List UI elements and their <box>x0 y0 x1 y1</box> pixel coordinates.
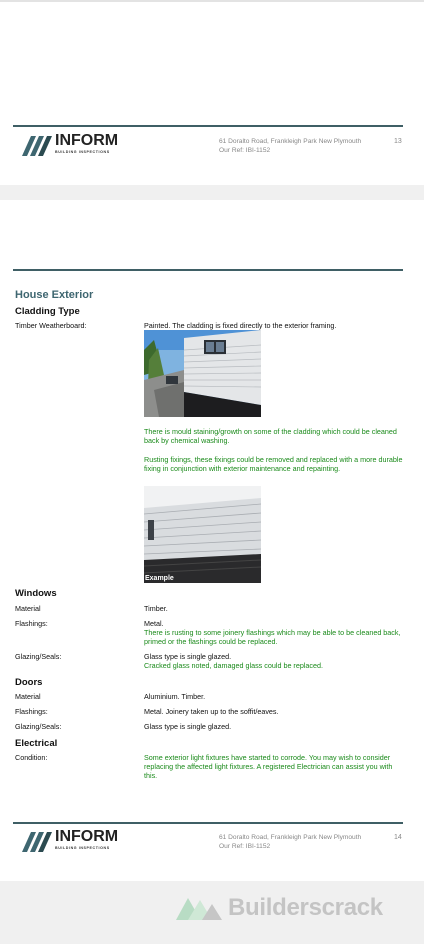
windows-glazing <box>144 652 406 670</box>
inform-logo <box>22 132 119 158</box>
inform-logo-icon <box>22 830 54 852</box>
builderscrack-logo-icon <box>176 896 222 920</box>
page-14 <box>0 200 424 881</box>
fixings-photo <box>144 486 261 583</box>
brand-name: INFORM <box>55 132 119 149</box>
footer-rule <box>13 125 403 127</box>
windows-glazing-value: Glass type is single glazed. <box>144 652 232 661</box>
doors-glazing-label: Glazing/Seals: <box>15 722 62 731</box>
windows-material-value: Timber. <box>144 604 168 613</box>
cladding-value: Painted. The cladding is fixed directly to the exterior framing. <box>144 321 337 330</box>
page-13 <box>0 0 424 185</box>
header-rule <box>13 269 403 271</box>
cladding-note-mould: There is mould staining/growth on some of the cladding which could be cleaned back by chemical washing. <box>144 427 397 445</box>
cladding-heading: Cladding Type <box>15 306 80 317</box>
inform-logo-icon <box>22 134 54 156</box>
electrical-condition-label: Condition: <box>15 753 48 762</box>
doors-glazing-value: Glass type is single glazed. <box>144 722 232 731</box>
doors-material-label: Material <box>15 692 41 701</box>
doors-material-value: Aluminium. Timber. <box>144 692 206 701</box>
page-number: 13 <box>394 138 402 145</box>
footer-rule <box>13 822 403 824</box>
photo-caption: Example <box>145 575 174 582</box>
builderscrack-watermark <box>176 896 406 922</box>
footer-ref: Our Ref: IBI-1152 <box>219 842 271 850</box>
brand-tagline: BUILDING INSPECTIONS <box>55 150 110 154</box>
windows-heading: Windows <box>15 588 57 599</box>
inform-logo <box>22 828 119 854</box>
doors-flashings-value: Metal. Joinery taken up to the soffit/eaves. <box>144 707 279 716</box>
doors-flashings-label: Flashings: <box>15 707 48 716</box>
cladding-label: Timber Weatherboard: <box>15 321 87 330</box>
windows-flashings-value: Metal. <box>144 619 164 628</box>
brand-tagline: BUILDING INSPECTIONS <box>55 846 110 850</box>
windows-material-label: Material <box>15 604 41 613</box>
doors-heading: Doors <box>15 677 43 688</box>
footer-address <box>219 834 361 851</box>
cladding-photo <box>144 330 261 417</box>
windows-glazing-note: Cracked glass noted, damaged glass could be replaced. <box>144 661 323 670</box>
electrical-condition-note: Some exterior light fixtures have started to corrode. You may wish to consider replacing the affected light fixtures. A registered Electrician can assist you with this. <box>144 753 393 780</box>
cladding-note-fixings: Rusting fixings, these fixings could be removed and replaced with a more durable fixing in conjunction with exterior maintenance and repainting. <box>144 455 403 473</box>
footer-address <box>219 138 361 155</box>
windows-flashings <box>144 619 406 646</box>
builderscrack-wordmark: Builderscrack <box>228 894 383 921</box>
footer-address-line: 61 Doralto Road, Frankleigh Park New Plymouth <box>219 834 362 841</box>
section-title: House Exterior <box>15 289 94 301</box>
footer-ref: Our Ref: IBI-1152 <box>219 146 271 154</box>
brand-name: INFORM <box>55 828 119 845</box>
windows-flashings-note: There is rusting to some joinery flashings which may be able to be cleaned back, primed or the flashings could be replaced. <box>144 628 401 646</box>
windows-flashings-label: Flashings: <box>15 619 48 628</box>
windows-glazing-label: Glazing/Seals: <box>15 652 62 661</box>
footer-address-line: 61 Doralto Road, Frankleigh Park New Plymouth <box>219 138 362 145</box>
page-number: 14 <box>394 834 402 841</box>
electrical-heading: Electrical <box>15 738 58 749</box>
